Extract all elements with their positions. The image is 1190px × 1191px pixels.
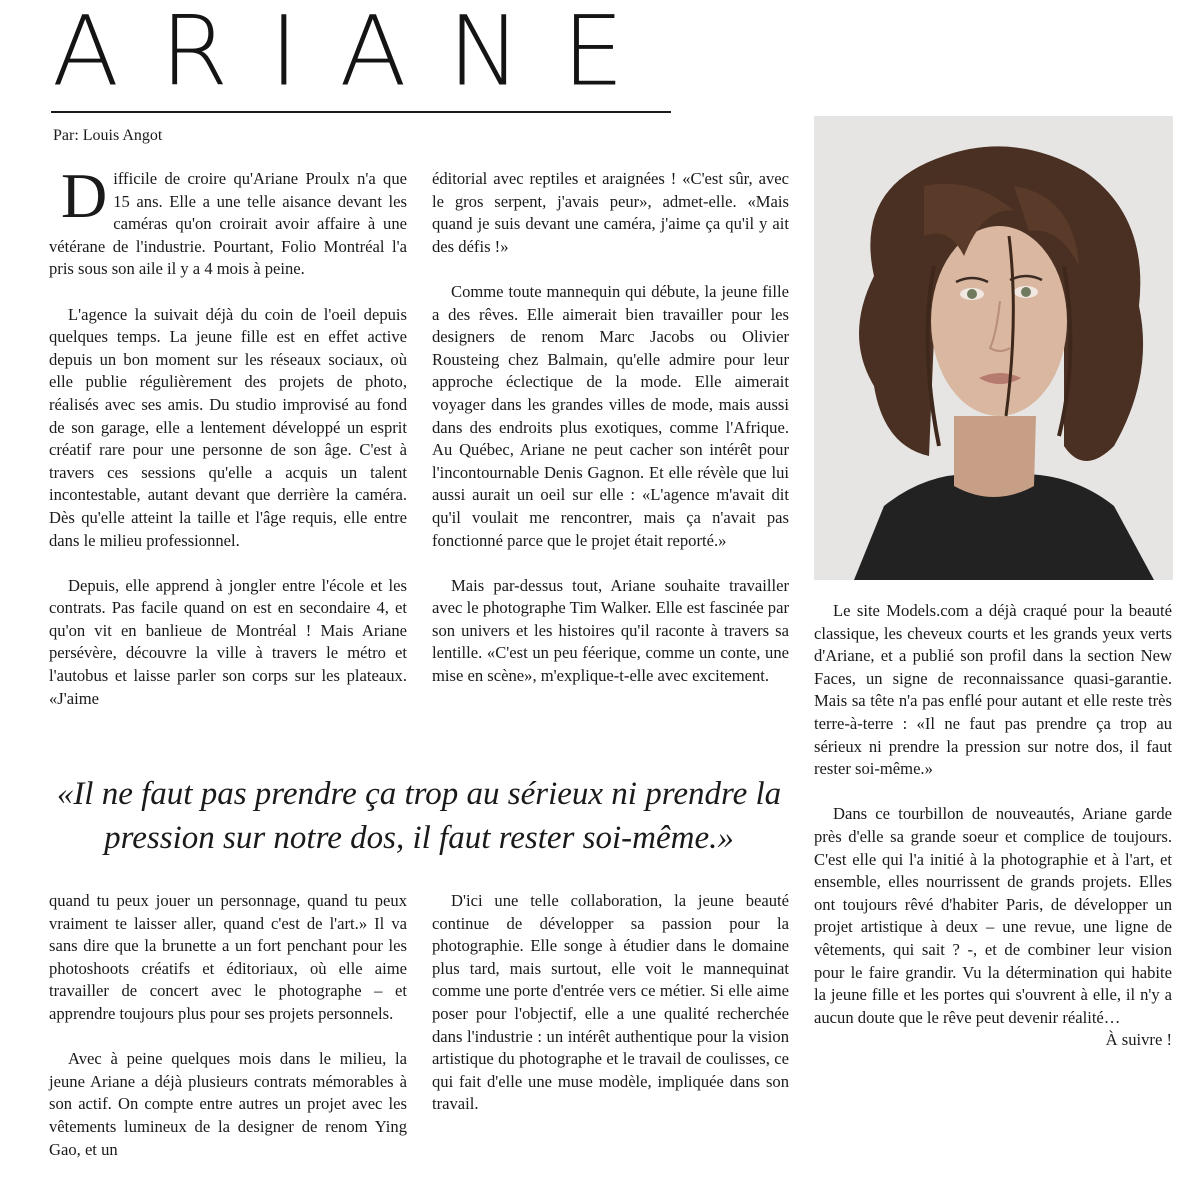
column-1-top xyxy=(49,160,407,710)
paragraph: L'agence la suivait déjà du coin de l'oeil depuis quelques temps. La jeune fille est en effet active depuis un bon moment sur les réseaux sociaux, où elle publie régulièrement des projets de photo, réalisés avec ses amis. Du studio improvisé au fond de son garage, elle a lentement développé un esprit créatif rare pour une personne de son âge. C'est à travers ces sessions qu'elle a acquis un talent incontestable, autant devant que derrière la caméra. Dès qu'elle atteint la taille et l'âge requis, elle entre dans le milieu professionnel. xyxy=(49,304,407,550)
title-divider xyxy=(51,111,671,113)
paragraph: quand tu peux jouer un personnage, quand tu peux vraiment te laisser aller, quand c'est de l'art.» Il va sans dire que la brunette a un fort penchant pour les photoshoots créatifs et éditoriaux, où elle aime travailler de concert avec le photographe – et apprendre toujours plus pour ses projets personnels. xyxy=(49,891,407,1023)
paragraph xyxy=(49,160,407,281)
portrait-illustration xyxy=(814,116,1173,580)
portrait-photo xyxy=(814,116,1173,580)
drop-cap: D xyxy=(61,160,108,231)
paragraph: Mais par-dessus tout, Ariane souhaite travailler avec le photographe Tim Walker. Elle est fascinée par son univers et les histoires qu'il raconte à travers sa lentille. «C'est un peu féerique, comme un conte, une mise en scène», m'explique-t-elle avec excitement. xyxy=(432,575,789,686)
byline: Par: Louis Angot xyxy=(53,127,163,144)
pull-quote: «Il ne faut pas prendre ça trop au sérieux ni prendre la pression sur notre dos, il faut rester soi-même.» xyxy=(56,776,782,856)
paragraph: Depuis, elle apprend à jongler entre l'école et les contrats. Pas facile quand on est en secondaire 4, et qu'on vit en banlieue de Montréal ! Mais Ariane persévère, découvre la ville à travers le métro et l'autobus et laisse parler son corps sur les plateaux. «J'aime xyxy=(49,575,407,708)
paragraph: Dans ce tourbillon de nouveautés, Ariane garde près d'elle sa grande soeur et complice de toujours. C'est elle qui l'a initié à la photographie et à l'art, et ensemble, elles nourrissent de grands projets. Elles ont toujours rêvé d'habiter Paris, de développer un projet artistique à deux – une revue, une ligne de vêtements, qui sait ? -, et de combiner leur vision pour le faire grandir. Vu la détermination qui habite la jeune fille et les portes qui s'ouvrent à elle, il n'y a aucun doute que le rêve peut devenir réalité… xyxy=(814,804,1172,1027)
closing-line: À suivre ! xyxy=(1105,1030,1172,1050)
paragraph: D'ici une telle collaboration, la jeune beauté continue de développer sa passion pour la photographie. Elle songe à étudier dans le domaine plus tard, mais surtout, elle voit le mannequinat comme une porte d'entrée vers ce métier. Si elle aime poser pour l'objectif, elle a une qualité recherchée dans l'industrie : un intérêt authentique pour la vision artistique du photographe et le travail de coulisses, ce qui fait d'elle une muse modèle, impliquée dans son travail. xyxy=(432,891,789,1114)
paragraph: Comme toute mannequin qui débute, la jeune fille a des rêves. Elle aimerait bien travailler pour les designers de renom Marc Jacobs ou Olivier Rousteing chez Balmain, qu'elle admire pour leur approche éclectique de la mode. Elle aimerait voyager dans les grandes villes de mode, mais aussi dans des endroits plus exotiques, comme l'Afrique. Au Québec, Ariane ne peut cacher son intérêt pour l'incontournable Denis Gagnon. Et elle révèle que lui aussi aurait un oeil sur elle : «L'agence m'avait dit qu'il voulait me rencontrer, mais ça n'avait pas fonctionné parce que le projet était reporté.» xyxy=(432,281,789,550)
column-2-bottom xyxy=(432,890,789,1116)
column-1-bottom xyxy=(49,890,407,1161)
paragraph: éditorial avec reptiles et araignées ! «C'est sûr, avec le gros serpent, j'avais peur», admet-elle. «Mais quand je suis devant une caméra, j'aime ça qu'il y ait des défis !» xyxy=(432,169,789,256)
column-2-top xyxy=(432,168,789,688)
article-title: ARIANE xyxy=(52,0,666,108)
paragraph: Avec à peine quelques mois dans le milieu, la jeune Ariane a déjà plusieurs contrats mémorables à son actif. On compte entre autres un projet avec les vêtements lumineux de la designer de renom Ying Gao, et un xyxy=(49,1049,407,1159)
paragraph-text: ifficile de croire qu'Ariane Proulx n'a que 15 ans. Elle a une telle aisance devant les caméras qu'on croirait avoir affaire à une vétérane de l'industrie. Pourtant, Folio Montréal l'a pris sous son aile il y a 4 mois à peine. xyxy=(49,169,407,279)
column-3 xyxy=(814,600,1172,1052)
paragraph: Le site Models.com a déjà craqué pour la beauté classique, les cheveux courts et les grands yeux verts d'Ariane, et a publié son profil dans la section New Faces, un signe de reconnaissance quasi-garantie. Mais sa tête n'a pas enflé pour autant et elle reste très terre-à-terre : «Il ne faut pas prendre ça trop au sérieux ni prendre la pression sur notre dos, il faut rester soi-même.» xyxy=(814,601,1172,779)
